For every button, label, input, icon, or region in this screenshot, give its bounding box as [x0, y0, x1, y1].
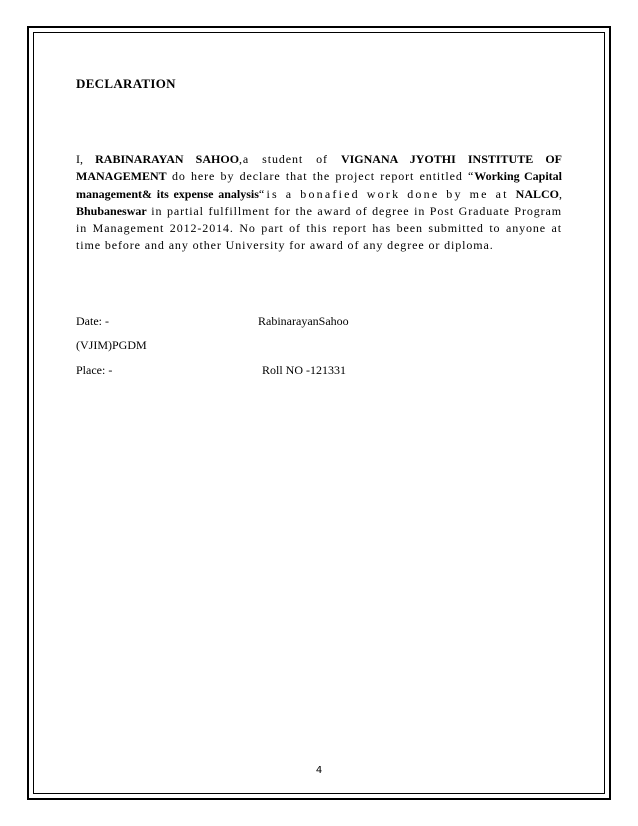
page-title: DECLARATION [76, 76, 176, 91]
declaration-paragraph [76, 151, 562, 255]
institute-name: VIGNANA JYOTHI INSTITUTE OF MANAGEMENT [76, 152, 562, 184]
project-title: Working Capital management& its expense analysis [76, 169, 562, 201]
student-name: RABINARAYAN SAHOO [95, 152, 240, 166]
declaration-text-6: in partial fulfillment for the award of degree in Post Graduate Program in Management 2012-2014. No part of this report has been submitted to anyone at time before and any other University for award of any degree or diploma. [76, 203, 562, 253]
roll-number: Roll NO -121331 [262, 363, 346, 377]
date-label: Date: - [76, 314, 109, 328]
declaration-text-2: ,a student of [239, 152, 341, 166]
declaration-text-1: I, [76, 152, 96, 166]
program-label: (VJIM)PGDM [76, 338, 147, 352]
page-border-inner [33, 32, 605, 794]
declaration-text-5: , [559, 186, 563, 201]
signatory-name: RabinarayanSahoo [258, 314, 349, 328]
place-label: Place: - [76, 363, 113, 377]
city-name: Bhubaneswar [76, 203, 147, 218]
declaration-text-4: “is a bonafied work done by me at [258, 186, 516, 201]
company-name: NALCO [515, 186, 560, 201]
declaration-text-3: do here by declare that the project report entitled “ [166, 169, 475, 184]
page-number: 4 [315, 765, 323, 776]
